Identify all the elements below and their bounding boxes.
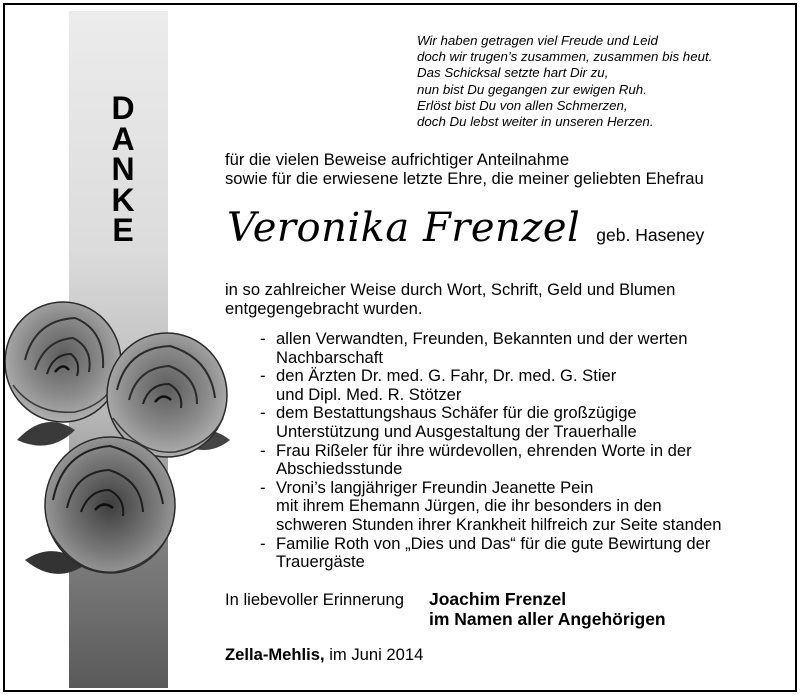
danke-letter: D bbox=[111, 90, 135, 126]
bullet-dash: - bbox=[260, 440, 266, 460]
thanks-line: und Dipl. Med. R. Stötzer bbox=[276, 384, 462, 404]
deceased-name-row bbox=[227, 205, 704, 251]
thanks-item bbox=[260, 442, 722, 479]
closing-block bbox=[225, 590, 666, 629]
thanks-item bbox=[260, 404, 722, 441]
bullet-dash: - bbox=[260, 403, 266, 423]
deceased-name: Veronika Frenzel bbox=[227, 205, 581, 251]
obituary-card bbox=[3, 3, 797, 692]
thanks-list bbox=[260, 330, 722, 572]
poem-line: doch wir trugen’s zusammen, zusammen bis heut. bbox=[417, 49, 713, 65]
thanks-line: Abschiedsstunde bbox=[276, 459, 403, 479]
thanks-line: den Ärzten Dr. med. G. Fahr, Dr. med. G. Stier bbox=[276, 366, 617, 386]
intro-line: sowie für die erwiesene letzte Ehre, die meiner geliebten Ehefrau bbox=[225, 168, 704, 188]
thanks-line: Nachbarschaft bbox=[276, 347, 383, 367]
thanks-line: schweren Stunden ihrer Krankheit hilfreich zur Seite standen bbox=[276, 514, 722, 534]
thanks-item bbox=[260, 535, 722, 572]
poem-line: Das Schicksal setzte hart Dir zu, bbox=[417, 65, 609, 81]
rose-top-left bbox=[5, 302, 121, 422]
danke-letter: A bbox=[111, 120, 135, 157]
thanks-line: Familie Roth von „Dies und Das“ für die gute Bewirtung der bbox=[276, 533, 711, 553]
place-town: Zella-Mehlis, bbox=[225, 645, 325, 664]
after-name-line: entgegengebracht wurden. bbox=[225, 298, 423, 318]
thanks-line: allen Verwandten, Freunden, Bekannten und der werten bbox=[276, 329, 688, 348]
danke-vertical-word bbox=[105, 90, 141, 248]
maiden-name: geb. Haseney bbox=[596, 225, 705, 245]
thanks-line: dem Bestattungshaus Schäfer für die großzügige bbox=[276, 403, 637, 423]
bullet-dash: - bbox=[260, 366, 266, 386]
poem-line: nun bist Du gegangen zur ewigen Ruh. bbox=[417, 81, 647, 97]
intro-text bbox=[225, 151, 704, 188]
poem-line: Wir haben getragen viel Freude und Leid bbox=[417, 33, 658, 48]
signature bbox=[429, 590, 666, 629]
after-name-text bbox=[225, 281, 675, 318]
signature-subline: im Namen aller Angehörigen bbox=[429, 608, 666, 629]
thanks-line: Unterstützung und Ausgestaltung der Trauerhalle bbox=[276, 421, 637, 441]
place-date-text: im Juni 2014 bbox=[329, 645, 424, 664]
bullet-dash: - bbox=[260, 533, 266, 553]
thanks-line: mit ihrem Ehemann Jürgen, die ihr besonders in den bbox=[276, 496, 662, 516]
closing-label: In liebevoller Erinnerung bbox=[225, 590, 404, 609]
bullet-dash: - bbox=[260, 329, 266, 348]
thanks-item bbox=[260, 330, 722, 367]
roses-image bbox=[5, 290, 235, 610]
thanks-line: Vroni’s langjähriger Freundin Jeanette Pein bbox=[276, 477, 594, 497]
signature-name: Joachim Frenzel bbox=[429, 589, 567, 609]
intro-line: für die vielen Beweise aufrichtiger Anteilnahme bbox=[225, 150, 570, 169]
poem bbox=[417, 33, 712, 130]
place-date bbox=[225, 645, 423, 665]
after-name-line: in so zahlreicher Weise durch Wort, Schrift, Geld und Blumen bbox=[225, 280, 676, 299]
thanks-line: Frau Rißeler für ihre würdevollen, ehrenden Worte in der bbox=[276, 440, 692, 460]
poem-line: Erlöst bist Du von allen Schmerzen, bbox=[417, 97, 628, 113]
thanks-item bbox=[260, 479, 722, 535]
poem-line: doch Du lebst weiter in unseren Herzen. bbox=[417, 114, 654, 130]
bullet-dash: - bbox=[260, 477, 266, 497]
danke-letter: E bbox=[112, 212, 134, 248]
rose-bottom bbox=[45, 437, 175, 573]
thanks-item bbox=[260, 367, 722, 404]
thanks-line: Trauergäste bbox=[276, 552, 365, 572]
danke-letter: N bbox=[111, 151, 135, 187]
danke-letter: K bbox=[111, 181, 135, 218]
